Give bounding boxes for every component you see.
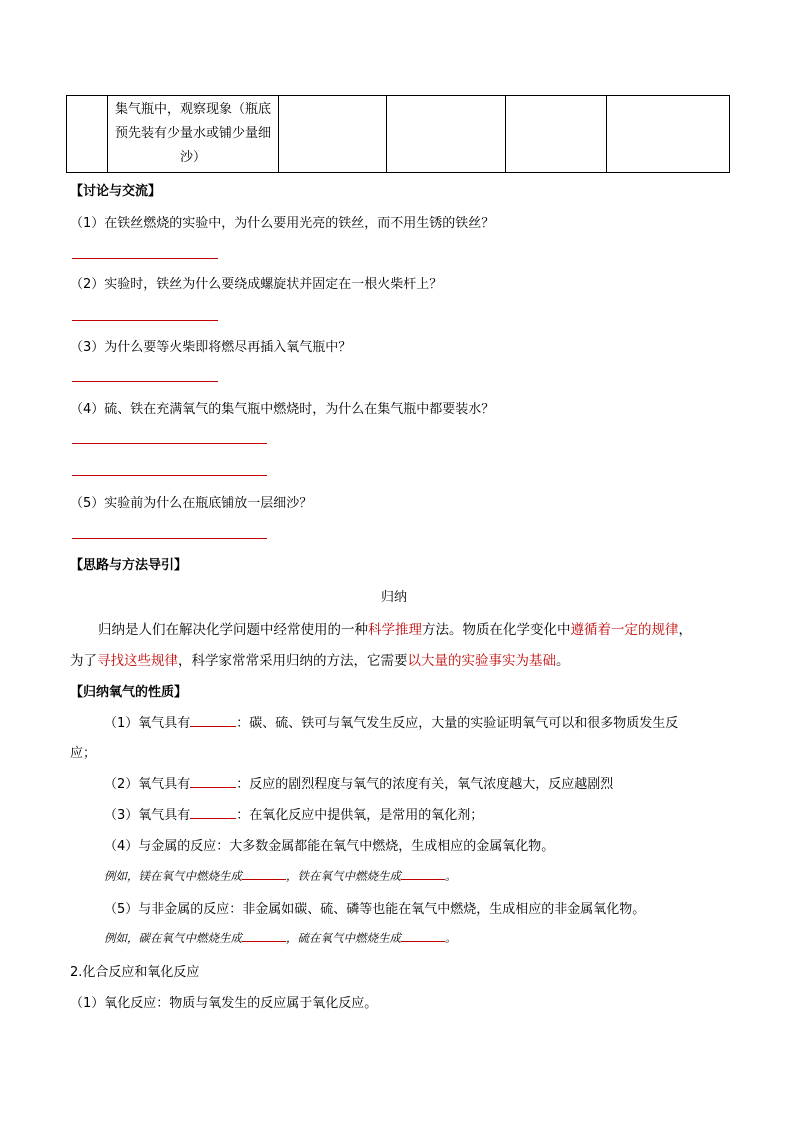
property-item-1-cont: 应；	[70, 746, 97, 761]
question-2: （2）实验时，铁丝为什么要绕成螺旋状并固定在一根火柴杆上？	[70, 277, 443, 292]
table-cell	[279, 96, 387, 173]
table-cell-text: 集气瓶中，观察现象（瓶底预先装有少量水或铺少量细沙）	[114, 102, 271, 165]
example-nonmetal: 例如，碳在氧气中燃烧生成 ，硫在氧气中燃烧生成 。	[104, 931, 457, 945]
method-heading: 【思路与方法导引】	[70, 558, 188, 573]
fill-blank[interactable]	[190, 806, 236, 819]
answer-line-4a[interactable]	[72, 443, 267, 444]
property-item-3: （3）氧气具有 ：在氧化反应中提供氧，是常用的氧化剂；	[104, 808, 484, 823]
fill-blank[interactable]	[401, 867, 445, 880]
table-row	[67, 96, 730, 173]
table-cell	[108, 96, 279, 173]
section2-title: 2.化合反应和氧化反应	[70, 965, 200, 980]
property-item-2: （2）氧气具有 ：反应的剧烈程度与氧气的浓度有关，氧气浓度越大，反应越剧烈	[104, 777, 614, 792]
table-cell	[506, 96, 607, 173]
question-1: （1）在铁丝燃烧的实验中，为什么要用光亮的铁丝，而不用生锈的铁丝？	[70, 216, 495, 231]
method-paragraph-line2: 为了寻找这些规律，科学家常常采用归纳的方法，它需要以大量的实验事实为基础。	[70, 653, 570, 669]
answer-line-1[interactable]	[72, 258, 218, 259]
experiment-table	[66, 95, 730, 173]
example-metal: 例如，镁在氧气中燃烧生成 ，铁在氧气中燃烧生成 。	[104, 869, 457, 883]
fill-blank[interactable]	[242, 929, 286, 942]
property-item-1: （1）氧气具有 ：碳、硫、铁可与氧气发生反应，大量的实验证明氧气可以和很多物质发生反	[104, 716, 679, 731]
fill-blank[interactable]	[190, 775, 236, 788]
question-5: （5）实验前为什么在瓶底铺放一层细沙？	[70, 496, 313, 511]
discussion-heading: 【讨论与交流】	[70, 184, 162, 199]
answer-line-2[interactable]	[72, 320, 218, 321]
method-title: 归纳	[381, 590, 408, 605]
table-cell	[67, 96, 108, 173]
fill-blank[interactable]	[190, 714, 236, 727]
property-item-5: （5）与非金属的反应：非金属如碳、硫、磷等也能在氧气中燃烧，生成相应的非金属氧化物。	[104, 902, 646, 917]
answer-line-4b[interactable]	[72, 475, 267, 476]
method-paragraph-line1: 归纳是人们在解决化学问题中经常使用的一种科学推理方法。物质在化学变化中遵循着一定的规律，	[98, 622, 692, 638]
fill-blank[interactable]	[401, 929, 445, 942]
table-cell	[387, 96, 506, 173]
table-cell	[607, 96, 730, 173]
section2-item-1: （1）氧化反应：物质与氧发生的反应属于氧化反应。	[70, 996, 378, 1011]
answer-line-3[interactable]	[72, 381, 218, 382]
properties-heading: 【归纳氧气的性质】	[70, 685, 188, 700]
fill-blank[interactable]	[242, 867, 286, 880]
answer-line-5[interactable]	[72, 538, 267, 539]
question-3: （3）为什么要等火柴即将燃尽再插入氧气瓶中？	[70, 340, 352, 355]
property-item-4: （4）与金属的反应：大多数金属都能在氧气中燃烧，生成相应的金属氧化物。	[104, 839, 555, 854]
question-4: （4）硫、铁在充满氧气的集气瓶中燃烧时，为什么在集气瓶中都要装水？	[70, 402, 495, 417]
